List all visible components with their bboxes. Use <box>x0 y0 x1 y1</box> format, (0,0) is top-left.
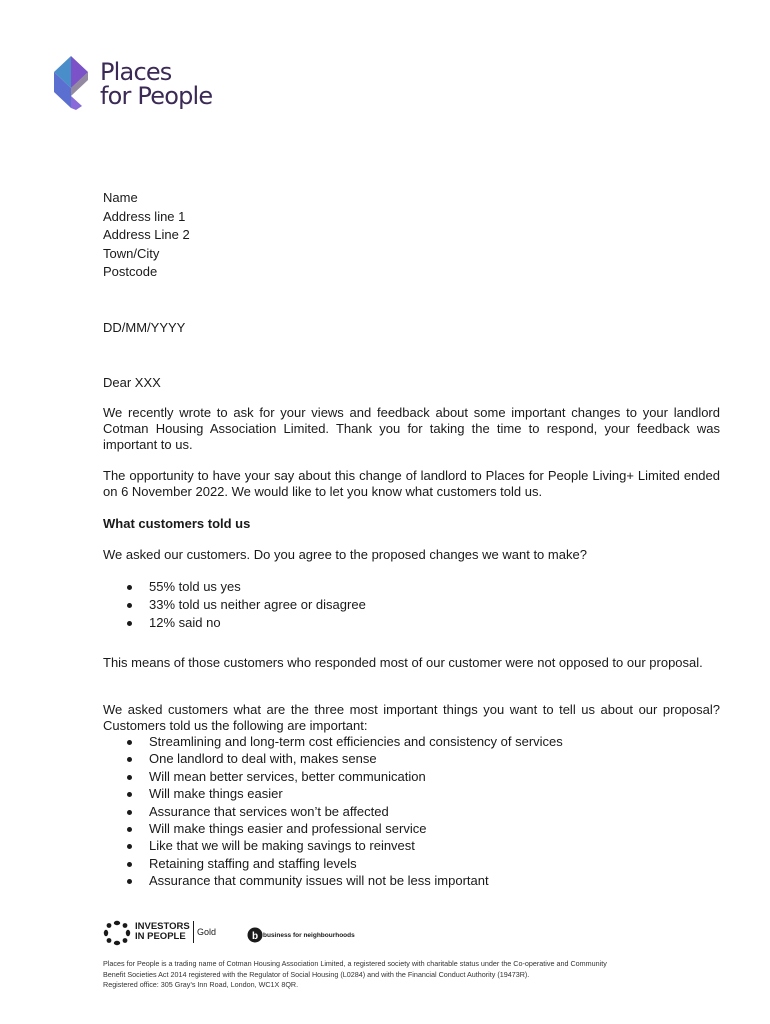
investors-in-people-icon <box>103 920 131 946</box>
iip-line-1: INVESTORS <box>135 921 190 932</box>
list-item: Like that we will be making savings to reinvest <box>103 837 720 854</box>
survey-question: We asked our customers. Do you agree to the proposed changes we want to make? <box>103 547 587 562</box>
section-heading: What customers told us <box>103 516 251 531</box>
list-item: One landlord to deal with, makes sense <box>103 750 720 767</box>
paragraph-consultation: The opportunity to have your say about this change of landlord to Places for People Living+ Limited ended on 6 November 2022. We would like to let you know what customers told us. <box>103 468 720 499</box>
priorities-list <box>103 733 720 890</box>
recipient-name: Name <box>103 190 138 205</box>
bfn-mark-letter: b <box>251 931 259 942</box>
list-item: Assurance that services won’t be affected <box>103 803 720 820</box>
list-item: 55% told us yes <box>103 578 720 596</box>
accreditation-logos <box>103 920 423 946</box>
list-item: Will make things easier <box>103 785 720 802</box>
paragraph-intro: We recently wrote to ask for your views and feedback about some important changes to your landlord Cotman Housing Association Limited. Thank you for taking the time to respond, your feedback was important to us. <box>103 405 720 452</box>
iip-line-2: IN PEOPLE <box>135 931 186 942</box>
legal-line-3: Registered office: 305 Gray’s Inn Road, London, WC1X 8QR. <box>103 980 299 989</box>
paragraph-conclusion: This means of those customers who responded most of our customer were not opposed to our proposal. <box>103 655 703 670</box>
postcode: Postcode <box>103 264 158 279</box>
address-line-2: Address Line 2 <box>103 227 190 242</box>
list-item: Retaining staffing and staffing levels <box>103 855 720 872</box>
list-item: Streamlining and long-term cost efficiencies and consistency of services <box>103 733 720 750</box>
places-for-people-logo <box>48 54 248 118</box>
logo-line-1: Places <box>100 58 172 86</box>
list-item: Will mean better services, better communication <box>103 768 720 785</box>
business-for-neighbourhoods-icon <box>247 927 263 943</box>
places-for-people-logo-icon <box>48 54 94 112</box>
business-for-neighbourhoods-text: business for neighbourhoods <box>263 932 355 939</box>
list-item: Assurance that community issues will not be less important <box>103 872 720 889</box>
iip-level: Gold <box>197 927 217 937</box>
greeting: Dear XXX <box>103 375 161 390</box>
logo-wordmark <box>100 60 212 108</box>
list-item: Will make things easier and professional service <box>103 820 720 837</box>
iip-divider <box>193 921 194 943</box>
results-list <box>103 578 720 632</box>
list-item: 12% said no <box>103 614 720 632</box>
investors-in-people-wordmark <box>135 922 190 942</box>
letter-date: DD/MM/YYYY <box>103 320 186 335</box>
town-city: Town/City <box>103 245 160 261</box>
legal-line-2: Benefit Societies Act 2014 registered with the Regulator of Social Housing (L0284) and with the Financial Conduct Authority (19473R). <box>103 969 530 979</box>
list-item: 33% told us neither agree or disagree <box>103 596 720 614</box>
recipient-address <box>103 189 720 282</box>
legal-line-1: Places for People is a trading name of Cotman Housing Association Limited, a registered society with charitable status under the Co-operative and Community <box>103 959 607 968</box>
legal-footer <box>103 959 723 991</box>
paragraph-priorities-question: We asked customers what are the three most important things you want to tell us about our proposal? Customers told us the following are important: <box>103 702 720 733</box>
logo-line-2: for People <box>100 82 213 110</box>
address-line-1: Address line 1 <box>103 208 186 224</box>
